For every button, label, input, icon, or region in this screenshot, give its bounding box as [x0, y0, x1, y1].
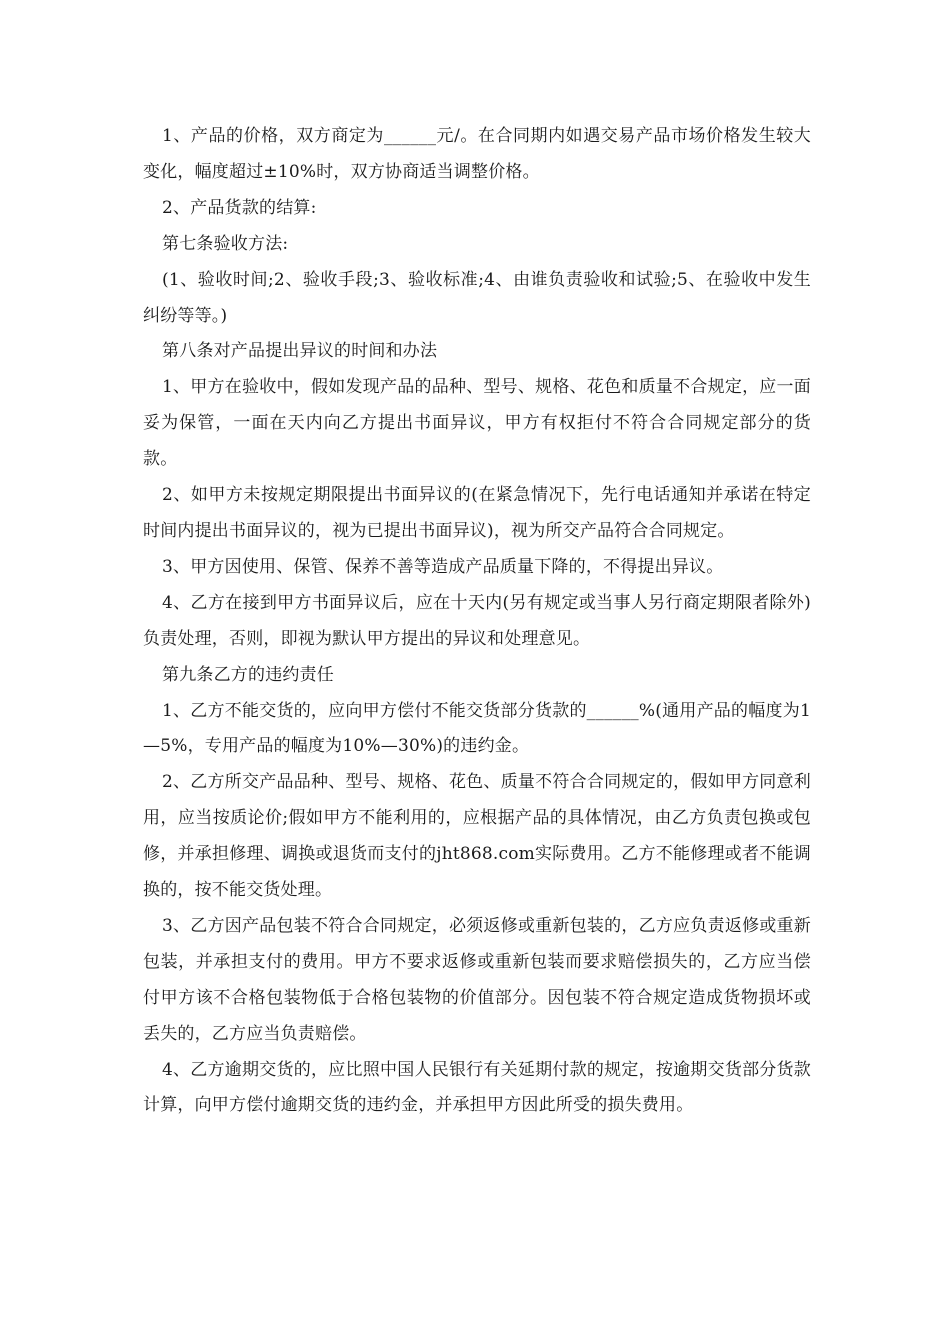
paragraph-liability-4: 4、乙方逾期交货的，应比照中国人民银行有关延期付款的规定，按逾期交货部分货款计算，向甲方偿付逾期交货的违约金，并承担甲方因此所受的损失费用。 — [143, 1059, 811, 1116]
paragraph-price: 1、产品的价格，双方商定为______元/。在合同期内如遇交易产品市场价格发生较大变化，幅度超过±10%时，双方协商适当调整价格。 — [143, 126, 811, 182]
paragraph-objection-1: 1、甲方在验收中，假如发现产品的品种、型号、规格、花色和质量不合规定，应一面妥为保管，一面在天内向乙方提出书面异议，甲方有权拒付不符合合同规定部分的货款。 — [143, 377, 811, 470]
paragraph-liability-1: 1、乙方不能交货的，应向甲方偿付不能交货部分货款的______%(通用产品的幅度为1—5%，专用产品的幅度为10%—30%)的违约金。 — [143, 700, 811, 757]
paragraph-liability-2: 2、乙方所交产品品种、型号、规格、花色、质量不符合合同规定的，假如甲方同意利用，应当按质论价;假如甲方不能利用的，应根据产品的具体情况，由乙方负责包换或包修，并承担修理、调换或退货而支付的jht868.com实际费用。乙方不能修理或者不能调换的，按不能交货处理。 — [143, 772, 811, 901]
paragraph-objection-2: 2、如甲方未按规定期限提出书面异议的(在紧急情况下，先行电话通知并承诺在特定时间内提出书面异议的，视为已提出书面异议)，视为所交产品符合合同规定。 — [143, 485, 811, 541]
heading-article-8: 第八条对产品提出异议的时间和办法 — [162, 341, 438, 362]
document-body — [143, 119, 811, 1124]
paragraph-objection-4: 4、乙方在接到甲方书面异议后，应在十天内(另有规定或当事人另行商定期限者除外)负责处理，否则，即视为默认甲方提出的异议和处理意见。 — [143, 592, 811, 649]
paragraph-settlement: 2、产品货款的结算: — [162, 197, 317, 218]
paragraph-objection-3: 3、甲方因使用、保管、保养不善等造成产品质量下降的，不得提出异议。 — [162, 556, 724, 577]
paragraph-liability-3: 3、乙方因产品包装不符合合同规定，必须返修或重新包装的，乙方应负责返修或重新包装，并承担支付的费用。甲方不要求返修或重新包装而要求赔偿损失的，乙方应当偿付甲方该不合格包装物低于合格包装物的价值部分。因包装不符合规定造成货物损坏或丢失的，乙方应当负责赔偿。 — [143, 915, 811, 1044]
heading-article-7: 第七条验收方法: — [162, 233, 289, 254]
paragraph-acceptance-items: (1、验收时间;2、验收手段;3、验收标准;4、由谁负责验收和试验;5、在验收中发生纠纷等等。) — [143, 269, 811, 326]
heading-article-9: 第九条乙方的违约责任 — [162, 664, 334, 685]
